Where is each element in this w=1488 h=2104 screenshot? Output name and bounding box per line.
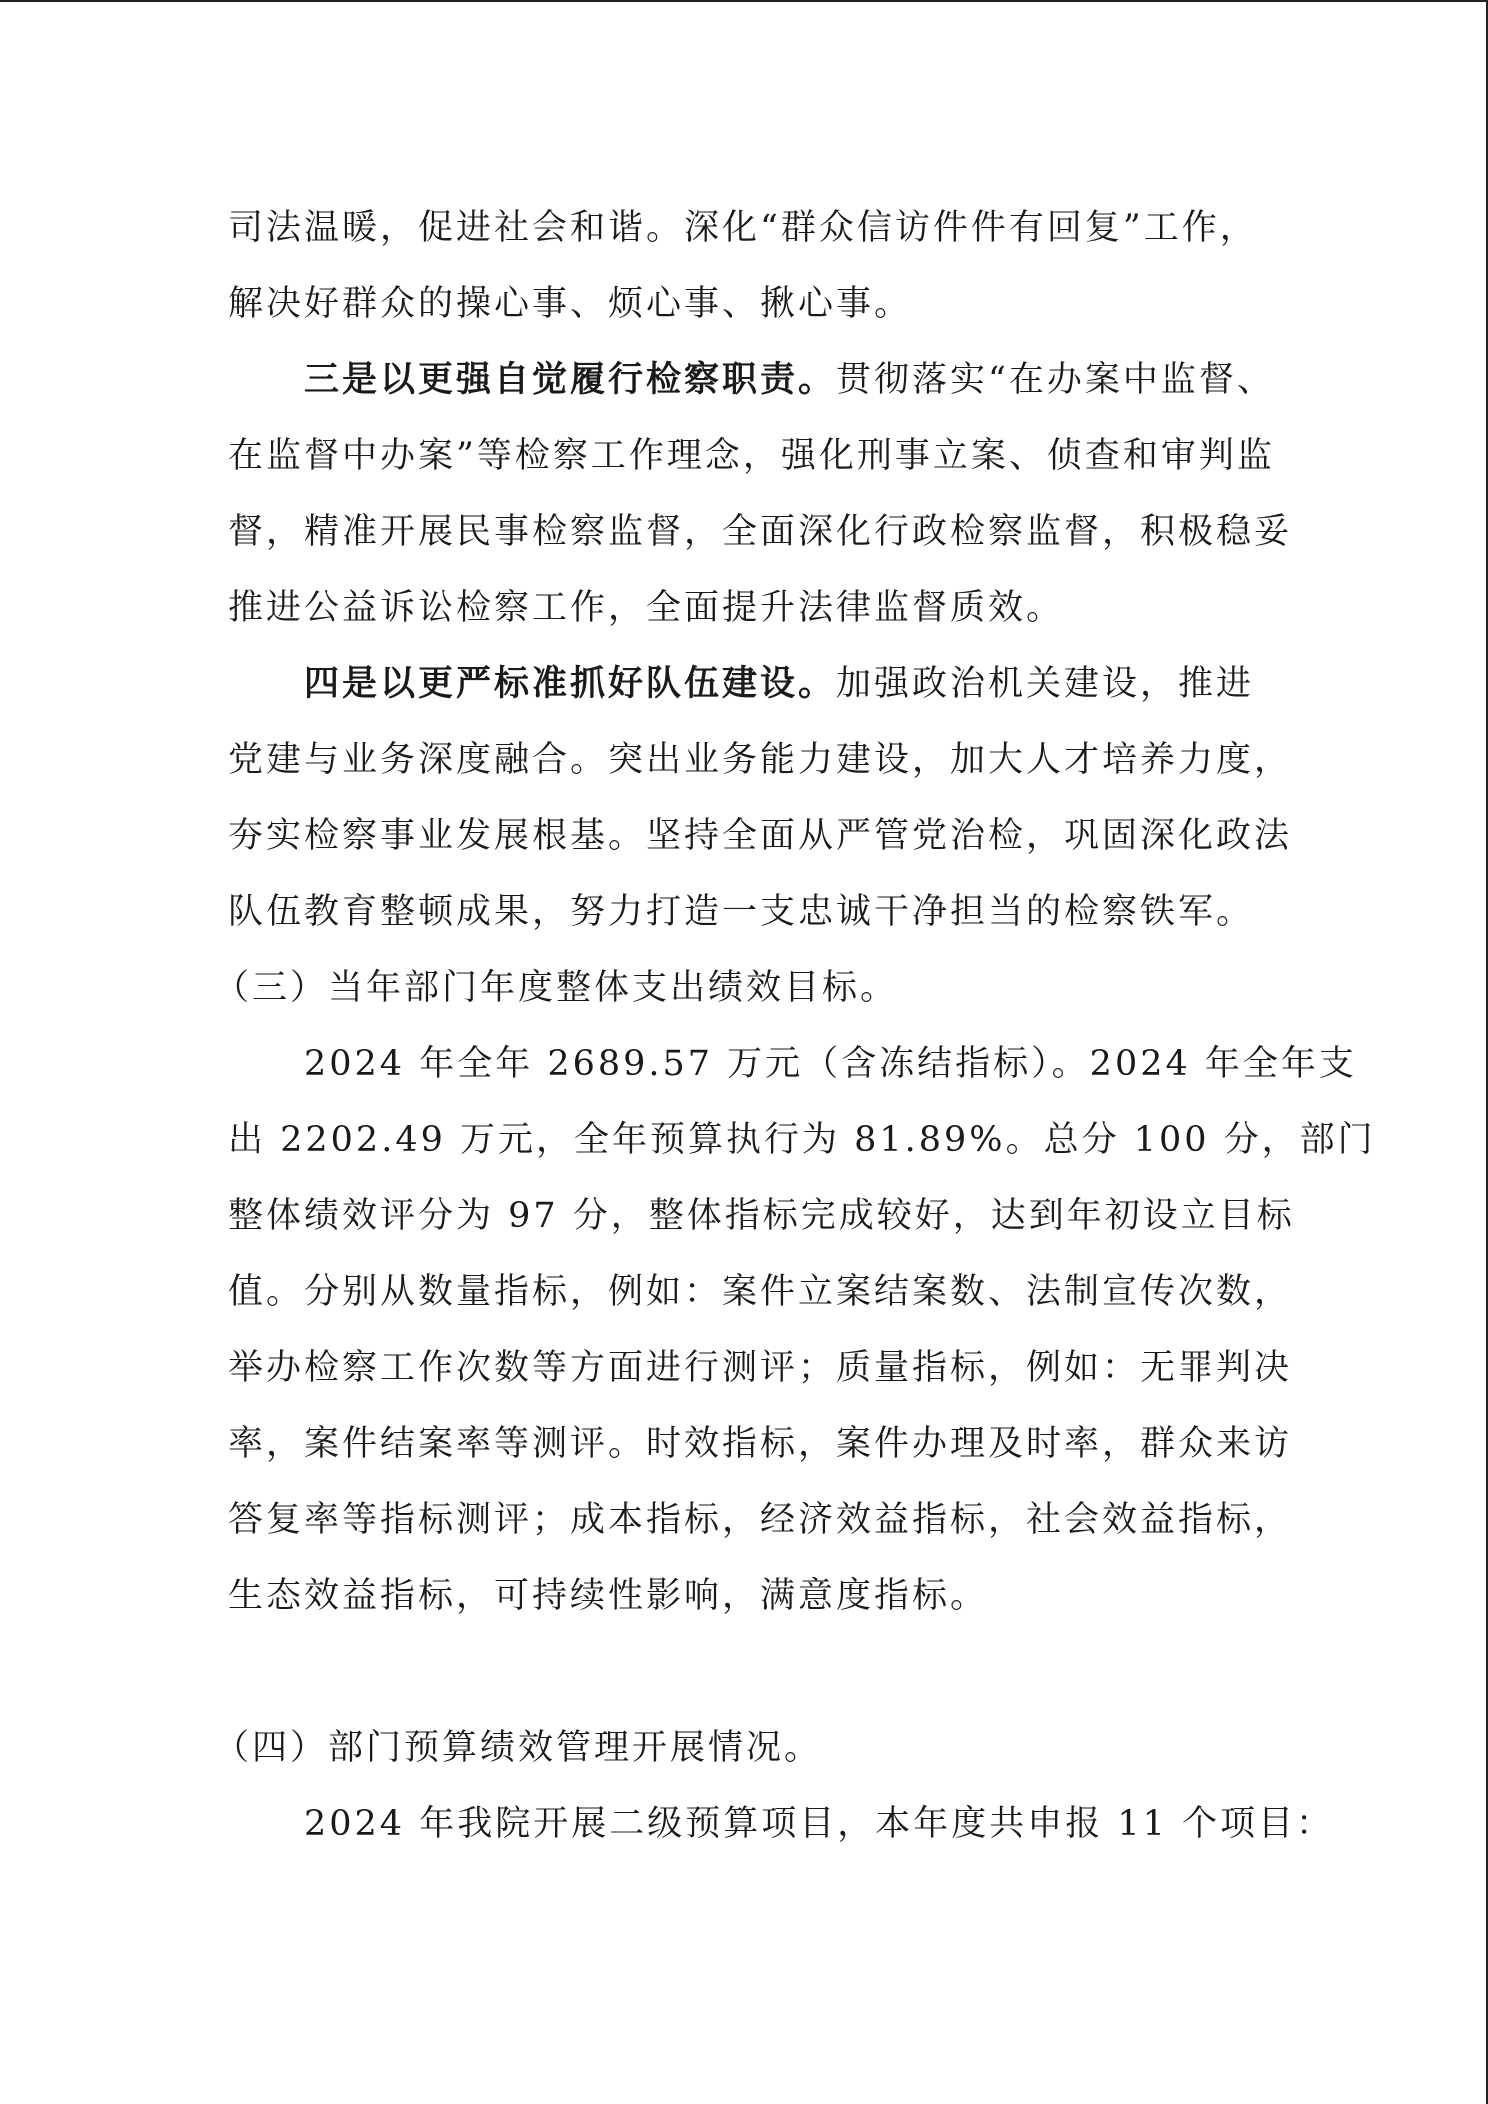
paragraph-1: [228, 190, 1268, 342]
text-line: 夯实检察事业发展根基。坚持全面从严管党治检，巩固深化政法: [228, 816, 1293, 856]
text-line: 生态效益指标，可持续性影响，满意度指标。: [228, 1576, 989, 1616]
paragraph-4: [228, 1026, 1376, 1634]
document-body: [214, 190, 1376, 1862]
text-line: 整体绩效评分为 97 分，整体指标完成较好，达到年初设立目标: [228, 1196, 1295, 1236]
text-line: 值。分别从数量指标，例如：案件立案结案数、法制宣传次数，: [228, 1272, 1293, 1312]
text-line: 出 2202.49 万元，全年预算执行为 81.89%。总分 100 分，部门: [228, 1120, 1376, 1160]
text-line: 推进公益诉讼检察工作，全面提升法律监督质效。: [228, 588, 1065, 628]
paragraph-2: [228, 342, 1293, 646]
paragraph-lead-rest: 贯彻落实“在办案中监督、: [836, 360, 1275, 400]
text-line: 解决好群众的操心事、烦心事、揪心事。: [228, 284, 913, 324]
text-line: 2024 年我院开展二级预算项目，本年度共申报 11 个项目：: [304, 1804, 1334, 1844]
text-line: 2024 年全年 2689.57 万元（含冻结指标）。2024 年全年支: [304, 1044, 1357, 1084]
text-line: 举办检察工作次数等方面进行测评；质量指标，例如：无罪判决: [228, 1348, 1293, 1388]
paragraph-lead-bold: 三是以更强自觉履行检察职责。: [304, 359, 837, 400]
section-heading-3: [214, 950, 1268, 1026]
text-line: 在监督中办案”等检察工作理念，强化刑事立案、侦查和审判监: [228, 436, 1275, 476]
text-line: 率，案件结案率等测评。时效指标，案件办理及时率，群众来访: [228, 1424, 1293, 1464]
heading-text: （三）当年部门年度整体支出绩效目标。: [214, 968, 899, 1008]
paragraph-5: [228, 1786, 1334, 1862]
paragraph-gap: [228, 1634, 1268, 1710]
paragraph-3: [228, 646, 1293, 950]
text-line: 党建与业务深度融合。突出业务能力建设，加大人才培养力度，: [228, 740, 1293, 780]
text-line: 司法温暖，促进社会和谐。深化“群众信访件件有回复”工作，: [228, 208, 1258, 248]
paragraph-lead-bold: 四是以更严标准抓好队伍建设。: [304, 663, 837, 704]
text-line: [228, 646, 1268, 722]
text-line: 答复率等指标测评；成本指标，经济效益指标，社会效益指标，: [228, 1500, 1293, 1540]
text-line: 队伍教育整顿成果，努力打造一支忠诚干净担当的检察铁军。: [228, 892, 1255, 932]
text-line: 督，精准开展民事检察监督，全面深化行政检察监督，积极稳妥: [228, 512, 1293, 552]
paragraph-lead-rest: 加强政治机关建设，推进: [836, 664, 1255, 704]
heading-text: （四）部门预算绩效管理开展情况。: [214, 1728, 823, 1768]
section-heading-4: [214, 1710, 1268, 1786]
text-line: [228, 342, 1275, 418]
